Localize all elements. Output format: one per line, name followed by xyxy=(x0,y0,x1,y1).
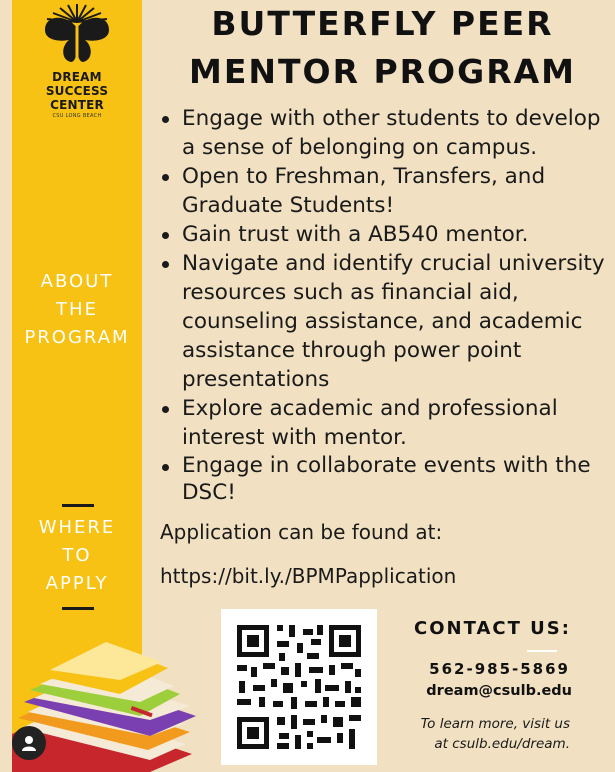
butterfly-icon xyxy=(39,2,115,70)
contact-phone[interactable]: 562-985-5869 xyxy=(429,660,570,678)
logo-subtitle: CSU LONG BEACH xyxy=(52,113,102,119)
contact-email-link[interactable]: dream@csulb.edu xyxy=(426,683,572,699)
bullet-text: a sense of belonging on campus. xyxy=(182,135,538,160)
bullet-text: Engage in collaborate events with the xyxy=(182,453,591,478)
bullet-text: resources such as financial aid, xyxy=(182,280,519,305)
bullet-item xyxy=(158,162,613,220)
logo-line-3: CENTER xyxy=(50,98,104,112)
dream-success-center-logo xyxy=(12,0,142,120)
bullet-text: DSC! xyxy=(182,480,236,505)
bullet-text: Engage with other students to develop xyxy=(182,106,601,131)
bullet-item xyxy=(158,220,613,249)
title-line-1: BUTTERFLY PEER xyxy=(211,4,554,43)
bullet-text: Graduate Students! xyxy=(182,193,395,218)
bullet-text: Explore academic and professional xyxy=(182,396,558,421)
bullet-item xyxy=(158,104,613,162)
bullet-item xyxy=(158,394,613,452)
bullet-text: Open to Freshman, Transfers, and xyxy=(182,164,546,189)
divider-top xyxy=(62,504,94,507)
user-avatar-icon xyxy=(20,734,38,752)
qr-code[interactable] xyxy=(221,609,377,765)
about-the-program-heading xyxy=(12,268,142,352)
where-line-2: TO xyxy=(62,545,92,566)
bullet-item xyxy=(158,452,613,506)
profile-avatar-button[interactable] xyxy=(12,726,46,760)
bullet-text: Gain trust with a AB540 mentor. xyxy=(182,222,529,247)
title-line-2: MENTOR PROGRAM xyxy=(189,52,576,91)
qr-code-icon xyxy=(221,609,377,765)
contact-divider xyxy=(527,650,557,652)
learn-more-text xyxy=(400,714,570,754)
divider-bottom xyxy=(62,607,94,610)
bullet-text: presentations xyxy=(182,367,330,392)
about-line-3: PROGRAM xyxy=(24,327,130,348)
logo-line-2: SUCCESS xyxy=(45,84,109,98)
where-to-apply-heading xyxy=(12,514,142,598)
where-line-3: APPLY xyxy=(45,573,109,594)
contact-us-heading: CONTACT US: xyxy=(414,618,571,639)
program-bullet-list xyxy=(158,104,613,506)
where-line-1: WHERE xyxy=(38,517,116,538)
logo-line-1: DREAM xyxy=(52,70,102,84)
about-line-2: THE xyxy=(56,299,98,320)
application-label: Application can be found at: xyxy=(160,520,443,544)
learn-more-line-1: To learn more, visit us xyxy=(420,716,570,732)
bullet-item xyxy=(158,249,613,394)
about-line-1: ABOUT xyxy=(40,271,114,292)
application-url-link[interactable]: https://bit.ly./BPMPapplication xyxy=(160,564,457,588)
learn-more-line-2[interactable]: at csulb.edu/dream. xyxy=(434,736,570,752)
bullet-text: assistance through power point xyxy=(182,338,522,363)
bullet-text: Navigate and identify crucial university xyxy=(182,251,605,276)
bullet-text: interest with mentor. xyxy=(182,425,407,450)
bullet-text: counseling assistance, and academic xyxy=(182,309,583,334)
